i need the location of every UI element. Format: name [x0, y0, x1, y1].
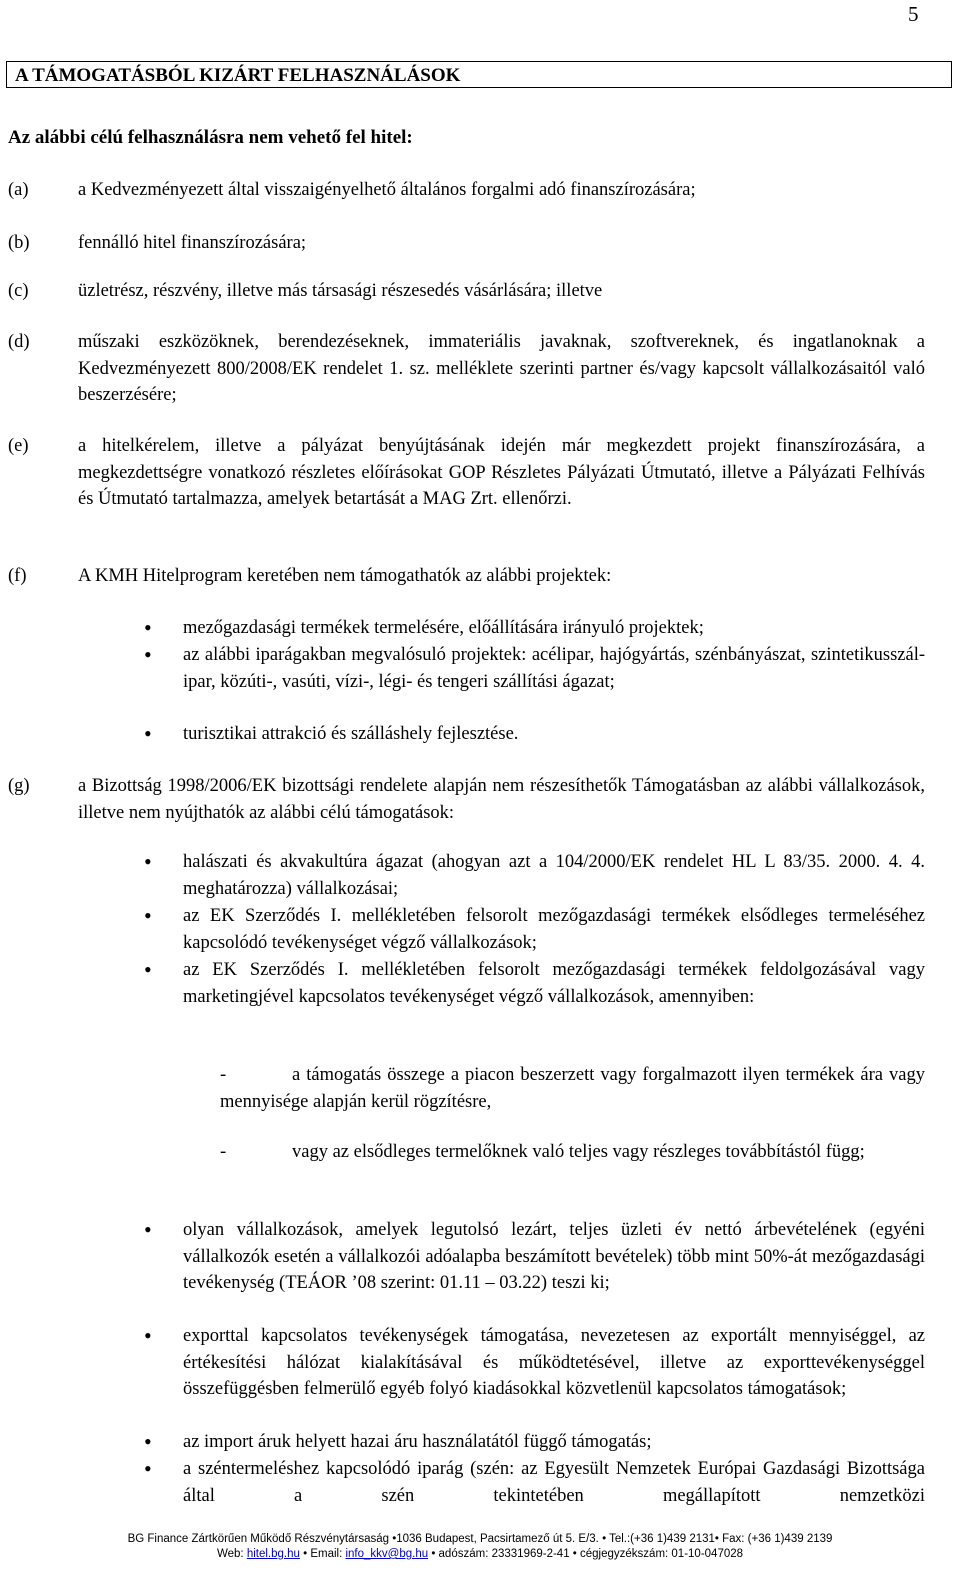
bullet-icon: • [144, 1429, 152, 1454]
footer-email-label: • Email: [303, 1548, 343, 1560]
bullet-icon: • [144, 957, 152, 982]
footer-contacts [0, 1547, 960, 1561]
item-label: (f) [8, 566, 27, 586]
section-title: A TÁMOGATÁSBÓL KIZÁRT FELHASZNÁLÁSOK [15, 65, 461, 86]
bullet-icon: • [144, 849, 152, 874]
list-item: az EK Szerződés I. mellékletében felsorolt mezőgazdasági termékek elsődleges termeléséhez kapcsolódó tevékenységet végző vállalkozások; [183, 906, 925, 953]
footer-web-label: Web: [216, 1548, 244, 1560]
bullet-icon: • [144, 721, 152, 746]
bullet-icon: • [144, 1217, 152, 1242]
footer-email-link[interactable]: info_kkv@bg.hu [345, 1548, 429, 1560]
item-text: műszaki eszközöknek, berendezéseknek, immateriális javaknak, szoftvereknek, és ingatlanoknak a Kedvezményezett 800/2008/EK rendelet 1. sz. melléklete szerinti partner és/vagy kapcsolt vállalkozásaitól való beszerzésére; [78, 332, 925, 405]
item-label: (c) [8, 281, 29, 301]
item-label: (a) [8, 180, 29, 200]
footer-address: BG Finance Zártkörűen Működő Részvénytársaság •1036 Budapest, Pacsirtamező út 5. E/3. • Tel.:(+36 1)439 2131• Fax: (+36 1)439 2139 [127, 1533, 833, 1545]
footer-registry: • adószám: 23331969-2-41 • cégjegyzékszám: 01-10-047028 [431, 1548, 744, 1560]
list-item: az EK Szerződés I. mellékletében felsorolt mezőgazdasági termékek feldolgozásával vagy marketingjével kapcsolatos tevékenységet végző vállalkozások, amennyiben: [183, 960, 925, 1007]
item-label: (b) [8, 233, 30, 253]
intro-heading: Az alábbi célú felhasználásra nem vehető fel hitel: [8, 127, 413, 148]
dash-marker: - [220, 1065, 227, 1085]
item-label: (e) [8, 436, 29, 456]
page-number: 5 [908, 2, 919, 26]
bullet-icon: • [144, 642, 152, 667]
item-text: a hitelkérelem, illetve a pályázat benyújtásának idején már megkezdett projekt finanszírozására, a megkezdettségre vonatkozó részletes előírásokat GOP Részletes Pályázati Útmutató, illetve a Pályázati Felhívás és Útmutató tartalmazza, amelyek betartását a MAG Zrt. ellenőrzi. [78, 436, 925, 509]
bullet-icon: • [144, 615, 152, 640]
dash-marker: - [220, 1142, 227, 1162]
list-item: exporttal kapcsolatos tevékenységek támogatása, nevezetesen az exportált mennyiséggel, az értékesítési hálózat kialakításával és működtetésével, illetve az exporttevékenységgel összefüggésben felmerülő egyéb folyó kiadásokkal közvetlenül kapcsolatos támogatások; [183, 1326, 925, 1399]
list-item: az import áruk helyett hazai áru használatától függő támogatás; [183, 1432, 652, 1452]
list-item: olyan vállalkozások, amelyek legutolsó lezárt, teljes üzleti év nettó árbevételének (egyéni vállalkozók esetén a vállalkozói adóalapba beszámított bevételek) több mint 50%-át mezőgazdasági tevékenység (TEÁOR ’08 szerint: 01.11 – 03.22) teszi ki; [183, 1220, 925, 1293]
bullet-icon: • [144, 1456, 152, 1481]
list-item: az alábbi iparágakban megvalósuló projektek: acélipar, hajógyártás, szénbányászat, szintetikusszál-ipar, közúti-, vasúti, vízi-, légi- és tengeri szállítási ágazat; [183, 645, 925, 692]
item-text: üzletrész, részvény, illetve más társasági részesedés vásárlására; illetve [78, 281, 603, 301]
list-item: a széntermeléshez kapcsolódó iparág (szén: az Egyesült Nemzetek Európai Gazdasági Bizottsága által a szén tekintetében megállapított nemzetközi [183, 1459, 925, 1506]
bullet-icon: • [144, 903, 152, 928]
footer-web-link[interactable]: hitel.bg.hu [246, 1548, 300, 1560]
item-text: a Bizottság 1998/2006/EK bizottsági rendelete alapján nem részesíthetők Támogatásban az alábbi vállalkozások, illetve nem nyújthatók az alábbi célú támogatások: [78, 776, 925, 823]
item-text: fennálló hitel finanszírozására; [78, 233, 307, 253]
dash-item: a támogatás összege a piacon beszerzett vagy forgalmazott ilyen termékek ára vagy mennyisége alapján kerül rögzítésre, [220, 1065, 925, 1112]
list-item: turisztikai attrakció és szálláshely fejlesztése. [183, 724, 519, 744]
item-text: a Kedvezményezett által visszaigényelhető általános forgalmi adó finanszírozására; [78, 180, 696, 200]
dash-item: vagy az elsődleges termelőknek való teljes vagy részleges továbbítástól függ; [292, 1142, 865, 1162]
bullet-icon: • [144, 1323, 152, 1348]
item-label: (d) [8, 332, 30, 352]
list-item: halászati és akvakultúra ágazat (ahogyan azt a 104/2000/EK rendelet HL L 83/35. 2000. 4. 4. meghatározza) vállalkozásai; [183, 852, 925, 899]
item-text: A KMH Hitelprogram keretében nem támogathatók az alábbi projektek: [78, 566, 612, 586]
item-label: (g) [8, 776, 30, 796]
section-title-box [6, 61, 952, 88]
list-item: mezőgazdasági termékek termelésére, előállítására irányuló projektek; [183, 618, 704, 638]
